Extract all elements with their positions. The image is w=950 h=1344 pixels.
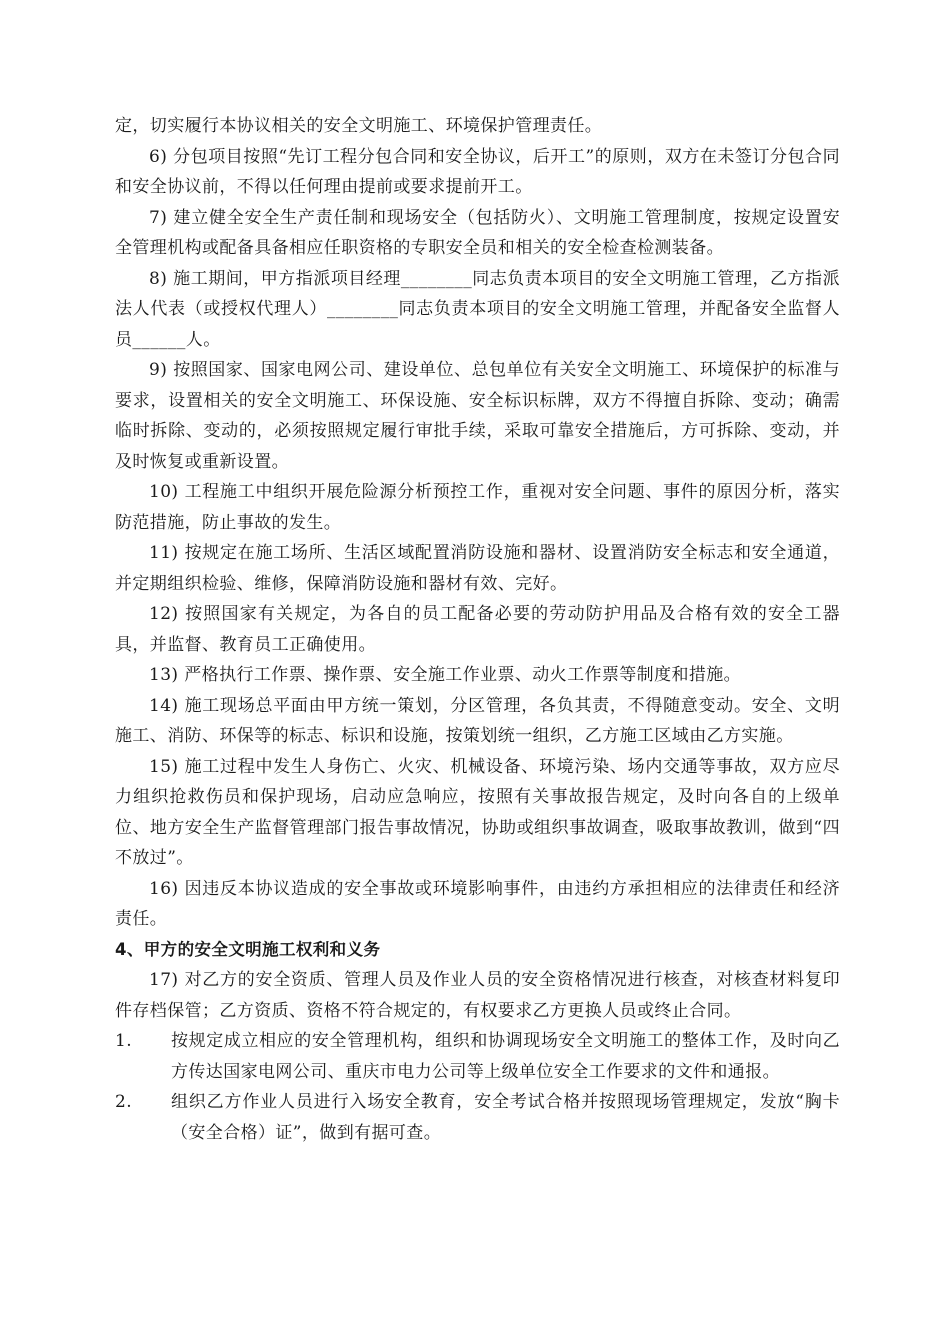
list-item-number: 2. (115, 1092, 133, 1112)
section-heading: 4、甲方的安全文明施工权利和义务 (115, 939, 381, 959)
paragraph-item-16: 16) 因违反本协议造成的安全事故或环境影响事件，由违约方承担相应的法律责任和经济责任。 (115, 878, 840, 929)
paragraph-item-8: 8) 施工期间，甲方指派项目经理________同志负责本项目的安全文明施工管理，乙方指派法人代表（或授权代理人）________同志负责本项目的安全文明施工管理，并配备安全监督人员______人。 (115, 268, 840, 350)
list-item-number: 1. (115, 1031, 133, 1051)
paragraph-item-7: 7) 建立健全安全生产责任制和现场安全（包括防火）、文明施工管理制度，按规定设置安全管理机构或配备具备相应任职资格的专职安全员和相关的安全检查检测装备。 (115, 207, 840, 258)
list-item-text: 按规定成立相应的安全管理机构，组织和协调现场安全文明施工的整体工作，及时向乙方传达国家电网公司、重庆市电力公司等上级单位安全工作要求的文件和通报。 (171, 1031, 840, 1082)
paragraph-item-17: 17) 对乙方的安全资质、管理人员及作业人员的安全资格情况进行核查，对核查材料复印件存档保管；乙方资质、资格不符合规定的，有权要求乙方更换人员或终止合同。 (115, 970, 840, 1021)
paragraph-item-6: 6) 分包项目按照“先订工程分包合同和安全协议，后开工”的原则，双方在未签订分包合同和安全协议前，不得以任何理由提前或要求提前开工。 (115, 146, 840, 197)
paragraph-item-14: 14) 施工现场总平面由甲方统一策划，分区管理，各负其责，不得随意变动。安全、文明施工、消防、环保等的标志、标识和设施，按策划统一组织，乙方施工区域由乙方实施。 (115, 695, 840, 746)
paragraph-item-13: 13) 严格执行工作票、操作票、安全施工作业票、动火工作票等制度和措施。 (149, 665, 742, 685)
paragraph-item-12: 12) 按照国家有关规定，为各自的员工配备必要的劳动防护用品及合格有效的安全工器具，并监督、教育员工正确使用。 (115, 604, 840, 655)
paragraph-item-11: 11) 按规定在施工场所、生活区域配置消防设施和器材、设置消防安全标志和安全通道，并定期组织检验、维修，保障消防设施和器材有效、完好。 (115, 543, 840, 594)
paragraph-item-15: 15) 施工过程中发生人身伤亡、火灾、机械设备、环境污染、场内交通等事故，双方应尽力组织抢救伤员和保护现场，启动应急响应，按照有关事故报告规定，及时向各自的上级单位、地方安全生产监督管理部门报告事故情况，协助或组织事故调查，吸取事故教训，做到“四不放过”。 (115, 756, 840, 868)
paragraph-item-9: 9) 按照国家、国家电网公司、建设单位、总包单位有关安全文明施工、环境保护的标准与要求，设置相关的安全文明施工、环保设施、安全标识标牌，双方不得擅自拆除、变动；确需临时拆除、变动的，必须按照规定履行审批手续，采取可靠安全措施后，方可拆除、变动，并及时恢复或重新设置。 (115, 360, 841, 472)
numbered-list-item (115, 1087, 840, 1148)
paragraph-continuation: 定，切实履行本协议相关的安全文明施工、环境保护管理责任。 (115, 116, 603, 136)
paragraph-item-10: 10) 工程施工中组织开展危险源分析预控工作，重视对安全问题、事件的原因分析，落实防范措施，防止事故的发生。 (115, 482, 840, 533)
numbered-list-item (115, 1026, 840, 1087)
document-page (115, 111, 840, 1148)
list-item-text: 组织乙方作业人员进行入场安全教育，安全考试合格并按照现场管理规定，发放“胸卡（安全合格）证”，做到有据可查。 (171, 1092, 840, 1143)
